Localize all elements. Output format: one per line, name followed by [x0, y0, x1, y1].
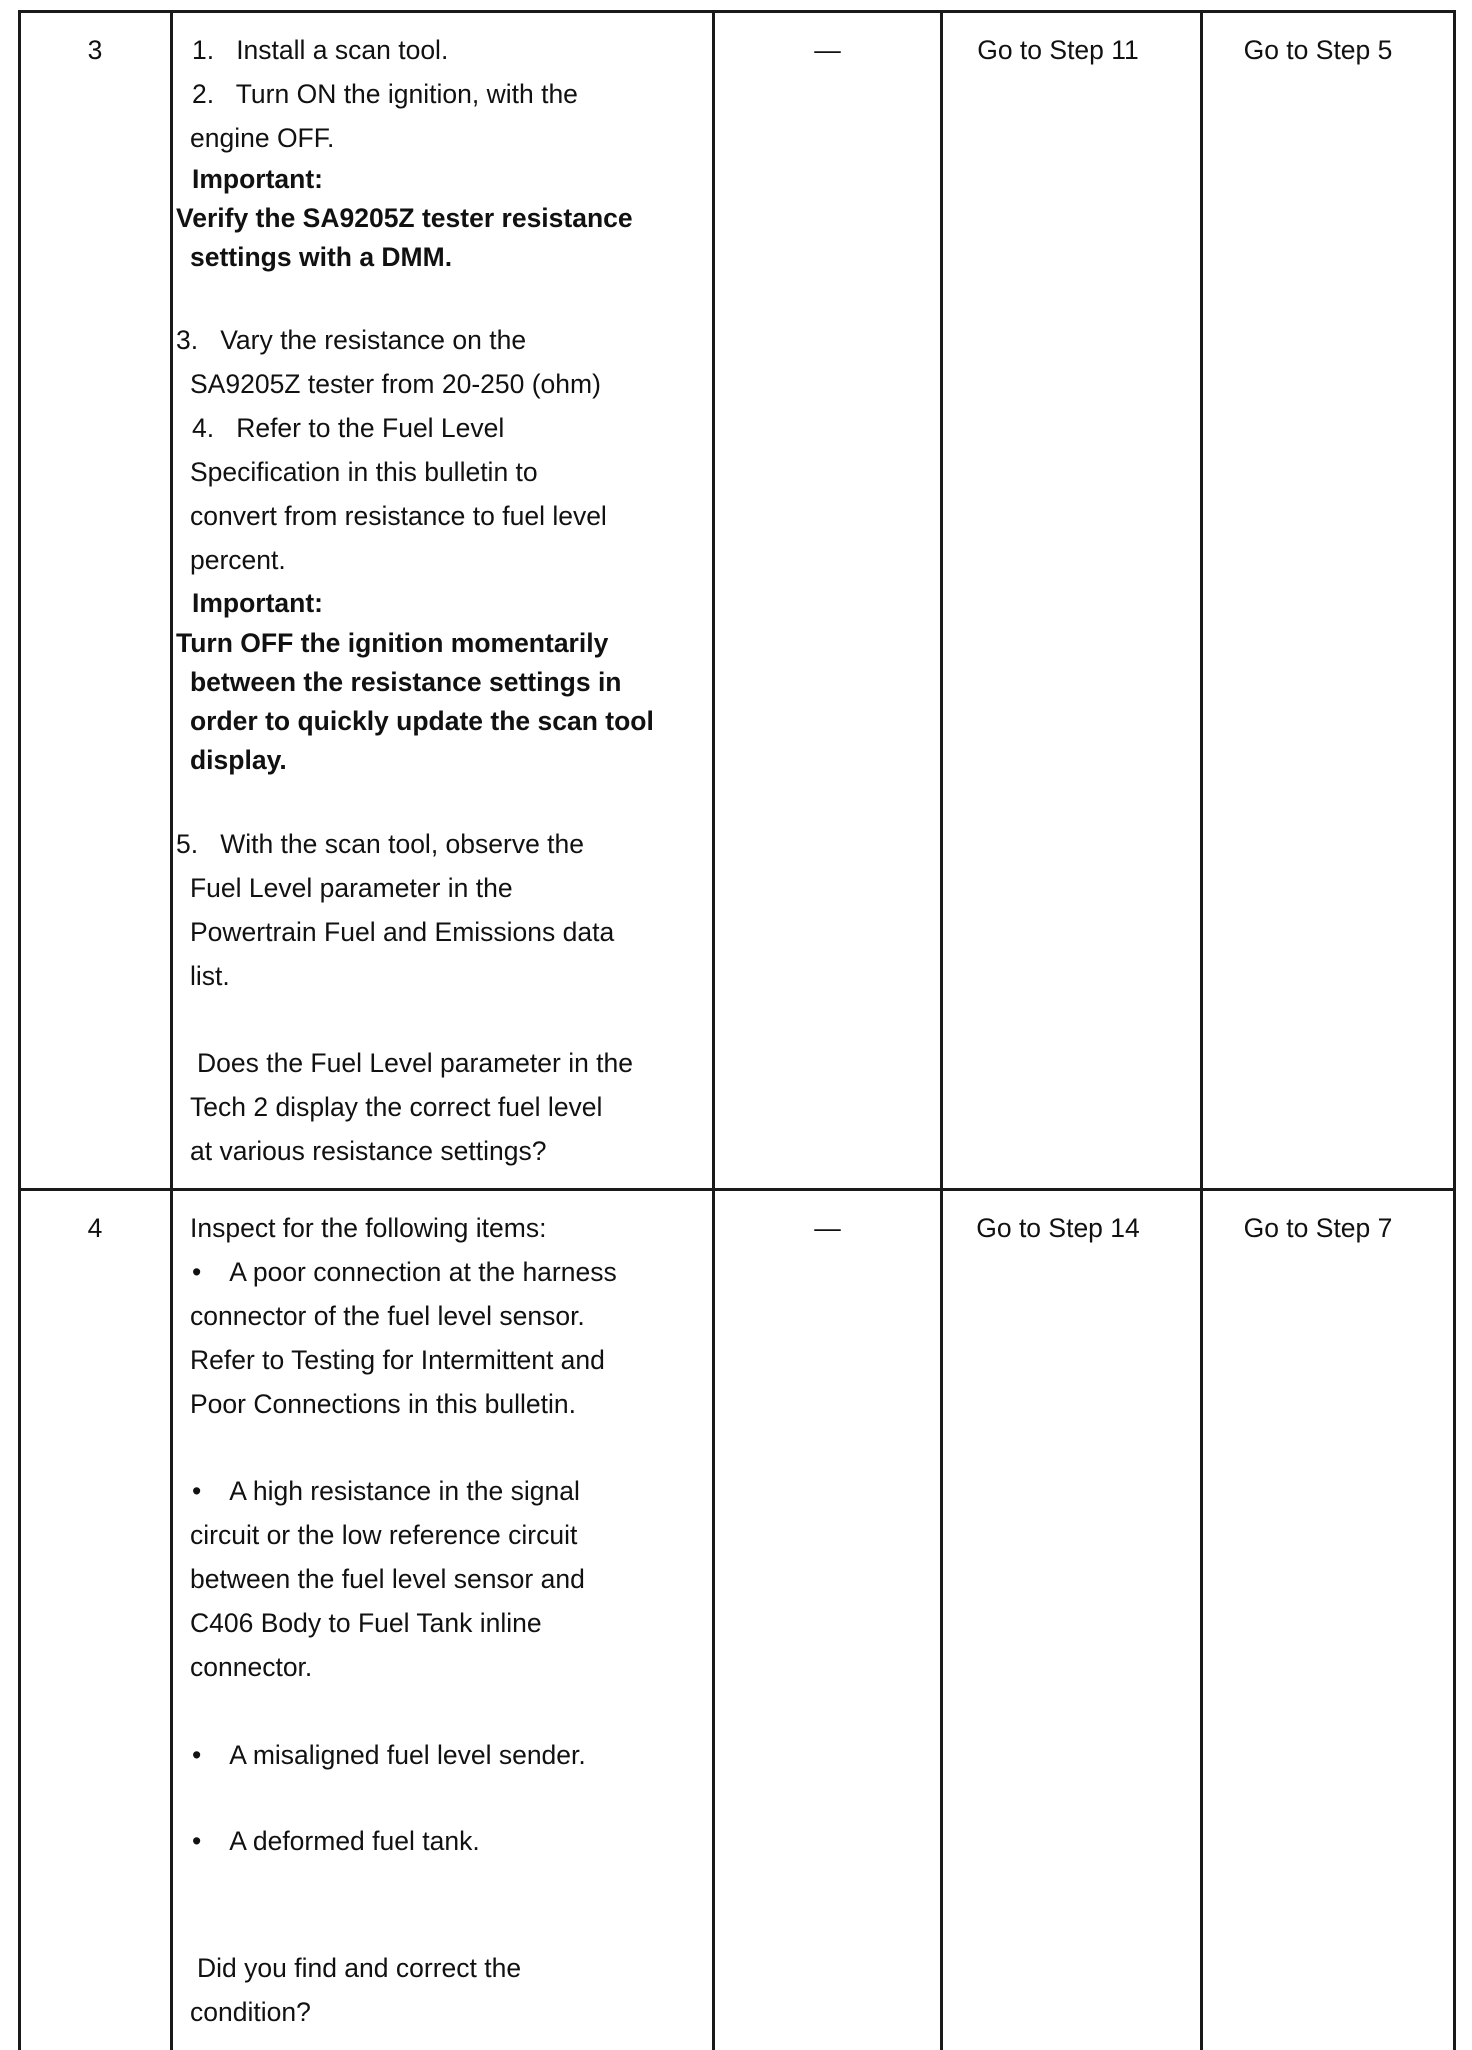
action-line: circuit or the low reference circuit [190, 1520, 578, 1550]
important-label: Important: [192, 588, 324, 618]
column-divider-yes [1200, 10, 1203, 2050]
important-note: order to quickly update the scan tool [190, 706, 654, 736]
table-left-border [18, 10, 21, 2050]
value-cell: — [814, 35, 841, 65]
column-divider-value [940, 10, 943, 2050]
no-cell: Go to Step 5 [1243, 35, 1393, 65]
action-line: engine OFF. [190, 123, 335, 153]
question-line: Does the Fuel Level parameter in the [197, 1048, 634, 1078]
step-number: 3 [87, 35, 103, 65]
step-number: 4 [87, 1213, 103, 1243]
action-line: 1. Install a scan tool. [192, 35, 449, 65]
row-divider [18, 1188, 1456, 1191]
action-line: Powertrain Fuel and Emissions data [190, 917, 615, 947]
action-line: Specification in this bulletin to [190, 457, 538, 487]
action-line: connector of the fuel level sensor. [190, 1301, 585, 1331]
question-line: Did you find and correct the [197, 1953, 522, 1983]
value-cell: — [814, 1213, 841, 1243]
yes-cell: Go to Step 14 [976, 1213, 1140, 1243]
yes-cell: Go to Step 11 [977, 35, 1139, 65]
question-line: condition? [190, 1997, 311, 2027]
action-line: Inspect for the following items: [190, 1213, 547, 1243]
important-note: display. [190, 745, 287, 775]
important-note: Turn OFF the ignition momentarily [176, 628, 609, 658]
action-line: between the fuel level sensor and [190, 1564, 585, 1594]
no-cell: Go to Step 7 [1243, 1213, 1393, 1243]
important-label: Important: [192, 164, 324, 194]
action-line: 2. Turn ON the ignition, with the [192, 79, 578, 109]
important-note: settings with a DMM. [190, 242, 453, 272]
action-line: SA9205Z tester from 20-250 (ohm) [190, 369, 601, 399]
action-line: 3. Vary the resistance on the [176, 325, 527, 355]
action-line: convert from resistance to fuel level [190, 501, 607, 531]
table-top-border [18, 10, 1456, 13]
action-line: connector. [190, 1652, 313, 1682]
action-line: 4. Refer to the Fuel Level [192, 413, 505, 443]
list-item: • A misaligned fuel level sender. [192, 1740, 586, 1770]
question-line: at various resistance settings? [190, 1136, 547, 1166]
column-divider-step [170, 10, 173, 2050]
question-line: Tech 2 display the correct fuel level [190, 1092, 603, 1122]
action-line: 5. With the scan tool, observe the [176, 829, 585, 859]
action-line: percent. [190, 545, 286, 575]
list-item: • A deformed fuel tank. [192, 1826, 480, 1856]
list-item: • A high resistance in the signal [192, 1476, 580, 1506]
action-line: C406 Body to Fuel Tank inline [190, 1608, 542, 1638]
action-line: Fuel Level parameter in the [190, 873, 513, 903]
list-item: • A poor connection at the harness [192, 1257, 617, 1287]
action-line: Refer to Testing for Intermittent and [190, 1345, 605, 1375]
action-line: list. [190, 961, 230, 991]
column-divider-action [712, 10, 715, 2050]
important-note: between the resistance settings in [190, 667, 622, 697]
important-note: Verify the SA9205Z tester resistance [176, 203, 633, 233]
table-right-border [1453, 10, 1456, 2050]
action-line: Poor Connections in this bulletin. [190, 1389, 576, 1419]
